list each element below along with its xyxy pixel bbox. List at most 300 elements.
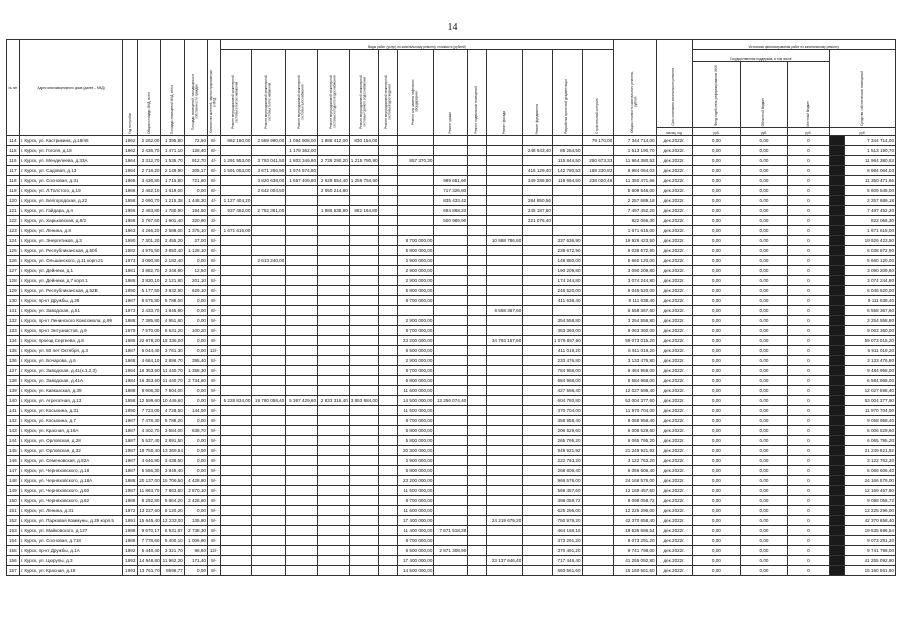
cell-year: 1972	[123, 506, 138, 516]
cell-f2: 0,00	[741, 426, 788, 436]
table-row	[7, 326, 896, 336]
cell-fnd	[523, 376, 553, 386]
cell-fac	[487, 386, 523, 396]
cell-ctl	[582, 226, 614, 236]
cell-hvs: 2 050 214,80	[318, 186, 350, 196]
cell-date: дек.2022г.	[656, 446, 692, 456]
cell-a1: 2 436,70	[138, 146, 161, 156]
cell-tot: 41 255 092,80	[614, 556, 656, 566]
cell-fac	[487, 506, 523, 516]
cell-des: 174 244,80	[552, 276, 582, 286]
cell-year: 1973	[123, 256, 138, 266]
cell-f4: 6 065 795,20	[844, 436, 895, 446]
cell-fac	[487, 166, 523, 176]
cell-gvs	[349, 546, 379, 556]
cell-roof: 7 671 518,38	[434, 526, 468, 536]
cell-separator	[830, 246, 845, 256]
cell-a2: 5 400,10	[161, 536, 184, 546]
cell-gas	[286, 536, 318, 546]
cell-sew	[379, 556, 398, 566]
cell-des: 206 529,60	[552, 426, 582, 436]
cell-ee: 1 127 404,20	[220, 196, 252, 206]
cell-fac: 6 558 367,60	[487, 306, 523, 316]
cell-des: 265 795,20	[552, 436, 582, 446]
cell-sew	[379, 396, 398, 406]
cell-date: дек.2022г.	[656, 506, 692, 516]
cell-f2: 0,00	[741, 336, 788, 346]
cell-f4: 15 160 561,60	[844, 566, 895, 576]
cell-gvs	[349, 556, 379, 566]
cell-heat	[252, 476, 286, 486]
cell-separator	[830, 486, 845, 496]
cell-a1: 8 908,30	[138, 386, 161, 396]
cell-a1: 2 767,60	[138, 216, 161, 226]
cell-roof	[434, 556, 468, 566]
cell-lift	[398, 206, 434, 216]
cell-ee	[220, 266, 252, 276]
cell-r: 8/-	[208, 136, 221, 146]
cell-a3: 2 738,30	[184, 526, 207, 536]
cell-sew	[379, 466, 398, 476]
cell-heat	[252, 406, 286, 416]
cell-fac	[487, 186, 523, 196]
cell-r: 12/-	[208, 346, 221, 356]
cell-f2: 0,00	[741, 266, 788, 276]
cell-n: 121	[7, 206, 20, 216]
cell-bas	[468, 506, 487, 516]
cell-f2: 0,00	[741, 286, 788, 296]
cell-gvs	[349, 316, 379, 326]
cell-roof	[434, 226, 468, 236]
cell-gvs	[349, 356, 379, 366]
cell-gas	[286, 516, 318, 526]
cell-n: 130	[7, 296, 20, 306]
cell-year: 1965	[123, 176, 138, 186]
cell-date: дек.2022г.	[656, 206, 692, 216]
cell-a2: 1 471,10	[161, 146, 184, 156]
cell-bas	[468, 546, 487, 556]
cell-f2: 0,00	[741, 296, 788, 306]
cell-ee	[220, 536, 252, 546]
cell-f3: 0	[787, 366, 829, 376]
cell-f1: 0,00	[692, 436, 741, 446]
cell-gvs	[349, 306, 379, 316]
cell-roof: 717 326,80	[434, 186, 468, 196]
cell-f3: 0	[787, 546, 829, 556]
capital-repair-table	[6, 39, 896, 576]
cell-a2: 5 631,20	[161, 326, 184, 336]
cell-heat	[252, 376, 286, 386]
cell-fnd	[523, 256, 553, 266]
cell-sew	[379, 386, 398, 396]
cell-year: 1958	[123, 396, 138, 406]
cell-year: 1987	[123, 426, 138, 436]
cell-tot: 9 484 958,00	[614, 366, 656, 376]
cell-des: 750 979,20	[552, 516, 582, 526]
cell-fac	[487, 546, 523, 556]
table-row	[7, 336, 896, 346]
cell-f4: 9 098 058,72	[844, 496, 895, 506]
cell-lift: 8 700 000,00	[398, 296, 434, 306]
cell-f3: 0	[787, 286, 829, 296]
cell-gas	[286, 446, 318, 456]
cell-gas	[286, 316, 318, 326]
cell-addr: г. Курск, ул. Республиканская, д.52В	[19, 286, 123, 296]
cell-hvs	[318, 486, 350, 496]
cell-f1: 0,00	[692, 466, 741, 476]
cell-fnd	[523, 556, 553, 566]
cell-date: дек.2022г.	[656, 286, 692, 296]
cell-gas	[286, 196, 318, 206]
cell-addr: г. Курск, ул. Харьковская, д.8/2	[19, 216, 123, 226]
cell-year: 1988	[123, 536, 138, 546]
cell-gvs	[349, 366, 379, 376]
cell-a3: 0,00	[184, 436, 207, 446]
cell-gas	[286, 336, 318, 346]
cell-sew	[379, 406, 398, 416]
cell-ee	[220, 366, 252, 376]
cell-addr: г. Курск, ул. Заводская, д.41А	[19, 376, 123, 386]
header-w-control: Строительный контроль	[582, 50, 614, 136]
cell-addr: г. Курск, ул. Гайдара, д.4	[19, 206, 123, 216]
cell-f2: 0,00	[741, 456, 788, 466]
cell-fnd	[523, 446, 553, 456]
cell-lift: 23 200 000,00	[398, 476, 434, 486]
cell-n: 115	[7, 146, 20, 156]
cell-heat	[252, 466, 286, 476]
cell-bas	[468, 146, 487, 156]
cell-gvs	[349, 486, 379, 496]
cell-separator	[830, 436, 845, 446]
cell-n: 149	[7, 486, 20, 496]
cell-ctl	[582, 356, 614, 366]
cell-f3: 0	[787, 166, 829, 176]
cell-fnd	[523, 526, 553, 536]
cell-tot: 6 558 367,60	[614, 306, 656, 316]
cell-fnd	[523, 536, 553, 546]
cell-roof	[434, 486, 468, 496]
cell-tot: 5 660 120,00	[614, 256, 656, 266]
cell-n: 116	[7, 156, 20, 166]
cell-r: 8/-	[208, 226, 221, 236]
cell-year: 1968	[123, 356, 138, 366]
cell-des: 268 606,40	[552, 466, 582, 476]
cell-a2: 11 962,20	[161, 556, 184, 566]
cell-hvs	[318, 456, 350, 466]
cell-lift: 20 300 000,00	[398, 446, 434, 456]
cell-bas	[468, 476, 487, 486]
table-row	[7, 556, 896, 566]
cell-ee	[220, 186, 252, 196]
cell-date: дек.2022г.	[656, 546, 692, 556]
cell-year: 1988	[123, 386, 138, 396]
cell-f3: 0	[787, 276, 829, 286]
cell-a1: 11 863,70	[138, 486, 161, 496]
cell-lift: 8 700 000,00	[398, 536, 434, 546]
cell-date: дек.2022г.	[656, 386, 692, 396]
cell-des: 190 209,80	[552, 266, 582, 276]
cell-addr: г. Курск, ул. Красная, д.18	[19, 566, 123, 576]
cell-fnd	[523, 326, 553, 336]
cell-f4: 6 558 367,60	[844, 306, 895, 316]
cell-addr: г. Курск, ул. Бочарова, д.6	[19, 356, 123, 366]
cell-f3: 0	[787, 386, 829, 396]
cell-fac	[487, 196, 523, 206]
cell-fnd	[523, 416, 553, 426]
header-state-support: Государственная поддержка, в том числе	[692, 50, 830, 62]
cell-r: 9/-	[208, 436, 221, 446]
cell-f1: 0,00	[692, 546, 741, 556]
cell-tot: 24 166 576,00	[614, 476, 656, 486]
cell-bas	[468, 446, 487, 456]
cell-des: 337 636,90	[552, 236, 582, 246]
cell-date: дек.2022г.	[656, 326, 692, 336]
cell-ctl	[582, 536, 614, 546]
cell-a2: 5 788,20	[161, 416, 184, 426]
cell-hvs	[318, 256, 350, 266]
cell-lift: 2 900 000,00	[398, 266, 434, 276]
cell-lift: 14 500 000,00	[398, 566, 434, 576]
cell-ctl	[582, 416, 614, 426]
cell-gvs	[349, 346, 379, 356]
cell-year: 1964	[123, 366, 138, 376]
cell-fac	[487, 176, 523, 186]
cell-fnd: 416 129,40	[523, 166, 553, 176]
cell-sew	[379, 516, 398, 526]
cell-ee	[220, 376, 252, 386]
cell-des: 604 780,80	[552, 396, 582, 406]
cell-ee	[220, 486, 252, 496]
cell-date: дек.2022г.	[656, 146, 692, 156]
cell-roof	[434, 456, 468, 466]
cell-addr: г. Курск, ул. Майковского, д.127	[19, 526, 123, 536]
cell-addr: г. Курск, ул. Семеновская, д.82А	[19, 456, 123, 466]
cell-gas	[286, 566, 318, 576]
cell-r: 9/-	[208, 446, 221, 456]
cell-addr: г. Курск, ул. 50 лет Октября, д.3	[19, 346, 123, 356]
cell-fnd	[523, 436, 553, 446]
cell-date: дек.2022г.	[656, 346, 692, 356]
cell-separator	[830, 426, 845, 436]
cell-lift: 14 500 000,00	[398, 396, 434, 406]
cell-fac	[487, 476, 523, 486]
cell-bas	[468, 326, 487, 336]
cell-gas	[286, 556, 318, 566]
cell-fnd	[523, 316, 553, 326]
cell-gvs	[349, 256, 379, 266]
cell-ctl	[582, 566, 614, 576]
cell-f1: 0,00	[692, 186, 741, 196]
cell-addr: г. Курск, пр-кт Дружбы, д.1А	[19, 546, 123, 556]
cell-f1: 0,00	[692, 456, 741, 466]
cell-addr: г. Курск, ул. Гоголя, д.18	[19, 146, 123, 156]
cell-date: дек.2022г.	[656, 216, 692, 226]
cell-bas	[468, 246, 487, 256]
cell-roof	[434, 156, 468, 166]
cell-roof	[434, 516, 468, 526]
cell-ctl: 238 020,46	[582, 176, 614, 186]
cell-r: 8/-	[208, 256, 221, 266]
cell-addr: г. Курск, пр-кт Энтузиастов, д.9	[19, 326, 123, 336]
cell-a2: 3 832,90	[161, 286, 184, 296]
cell-separator	[830, 396, 845, 406]
cell-a1: 8 575,80	[138, 296, 161, 306]
cell-n: 137	[7, 366, 20, 376]
cell-n: 147	[7, 466, 20, 476]
cell-tot: 822 066,30	[614, 216, 656, 226]
cell-fnd	[523, 136, 553, 146]
cell-date: дек.2022г.	[656, 476, 692, 486]
cell-a3: 629,10	[184, 286, 207, 296]
cell-des: 625 296,00	[552, 506, 582, 516]
cell-a2: 5 788,00	[161, 296, 184, 306]
cell-addr: г. Курск, ул. Косыхина, д.31	[19, 406, 123, 416]
cell-f4: 6 911 019,20	[844, 346, 895, 356]
cell-a2: 11 440,70	[161, 376, 184, 386]
cell-f1: 0,00	[692, 536, 741, 546]
cell-f2: 0,00	[741, 526, 788, 536]
cell-fnd	[523, 386, 553, 396]
cell-des: 370 704,00	[552, 406, 582, 416]
cell-tot: 2 257 689,18	[614, 196, 656, 206]
cell-tot: 6 911 019,20	[614, 346, 656, 356]
cell-f4: 21 249 921,92	[844, 446, 895, 456]
cell-fac	[487, 346, 523, 356]
cell-f1: 0,00	[692, 266, 741, 276]
cell-heat	[252, 296, 286, 306]
cell-ee	[220, 516, 252, 526]
cell-addr: г. Курск, ул. Кавказская, д.39	[19, 386, 123, 396]
cell-roof	[434, 166, 468, 176]
cell-ee	[220, 526, 252, 536]
cell-a1: 5 448,40	[138, 546, 161, 556]
cell-n: 122	[7, 216, 20, 226]
cell-a1: 3 830,10	[138, 276, 161, 286]
cell-fnd	[523, 296, 553, 306]
cell-date: дек.2022г.	[656, 456, 692, 466]
cell-ee	[220, 286, 252, 296]
cell-ee	[220, 386, 252, 396]
cell-a2: 1 395,90	[161, 136, 184, 146]
cell-roof: 835 433,42	[434, 196, 468, 206]
cell-separator	[830, 256, 845, 266]
cell-separator	[830, 316, 845, 326]
cell-a3: 4 428,80	[184, 476, 207, 486]
cell-fac	[487, 276, 523, 286]
cell-des: 222 763,20	[552, 456, 582, 466]
table-row	[7, 216, 896, 226]
cell-f2: 0,00	[741, 466, 788, 476]
cell-tot: 6 046 520,00	[614, 286, 656, 296]
header-num: № п/п	[7, 40, 20, 136]
cell-hvs	[318, 546, 350, 556]
cell-roof	[434, 566, 468, 576]
cell-ee	[220, 236, 252, 246]
cell-ee	[220, 256, 252, 266]
cell-ctl	[582, 476, 614, 486]
cell-gvs	[349, 526, 379, 536]
cell-a3: 0,00	[184, 346, 207, 356]
cell-des	[552, 306, 582, 316]
cell-hvs	[318, 476, 350, 486]
cell-a2: 3 850,40	[161, 246, 184, 256]
cell-a1: 2 262,00	[138, 136, 161, 146]
cell-roof	[434, 306, 468, 316]
table-row	[7, 276, 896, 286]
cell-a2: 8 120,20	[161, 506, 184, 516]
cell-separator	[830, 286, 845, 296]
cell-date: дек.2022г.	[656, 566, 692, 576]
cell-a1: 3 312,70	[138, 156, 161, 166]
cell-f4: 2 257 689,18	[844, 196, 895, 206]
cell-roof	[434, 286, 468, 296]
table-row	[7, 196, 896, 206]
cell-des: 142 780,53	[552, 166, 582, 176]
cell-n: 138	[7, 376, 20, 386]
cell-ee	[220, 556, 252, 566]
cell-bas	[468, 176, 487, 186]
cell-year: 1988	[123, 316, 138, 326]
cell-ctl	[582, 326, 614, 336]
cell-gas	[286, 356, 318, 366]
cell-ctl	[582, 246, 614, 256]
table-row	[7, 236, 896, 246]
cell-a2: 1 845,90	[161, 306, 184, 316]
cell-n: 156	[7, 556, 20, 566]
cell-f3: 0	[787, 456, 829, 466]
cell-fac	[487, 416, 523, 426]
cell-f4: 6 066 606,40	[844, 466, 895, 476]
cell-date: дек.2022г.	[656, 276, 692, 286]
cell-heat	[252, 356, 286, 366]
cell-lift: 2 900 000,00	[398, 256, 434, 266]
cell-year: 1990	[123, 406, 138, 416]
cell-date: дек.2022г.	[656, 196, 692, 206]
cell-sew	[379, 256, 398, 266]
cell-separator	[830, 496, 845, 506]
cell-f4: 1 513 190,70	[844, 146, 895, 156]
cell-r: 8/-	[208, 356, 221, 366]
cell-n: 142	[7, 416, 20, 426]
cell-gas	[286, 306, 318, 316]
cell-fac	[487, 466, 523, 476]
cell-a1: 7 723,00	[138, 406, 161, 416]
cell-f4: 5 660 120,00	[844, 256, 895, 266]
cell-n: 133	[7, 326, 20, 336]
cell-date: дек.2022г.	[656, 156, 692, 166]
cell-fac	[487, 496, 523, 506]
cell-ee	[220, 306, 252, 316]
cell-gvs	[349, 166, 379, 176]
table-row	[7, 286, 896, 296]
cell-gvs	[349, 276, 379, 286]
cell-hvs	[318, 516, 350, 526]
cell-hvs	[318, 216, 350, 226]
cell-ee: 1 591 053,00	[220, 166, 252, 176]
cell-lift: 2 900 000,00	[398, 456, 434, 466]
cell-f1: 0,00	[692, 196, 741, 206]
cell-r: 8/-	[208, 236, 221, 246]
header-address: Адрес многоквартирного дома (далее – МКД)	[19, 40, 123, 136]
cell-sew	[379, 186, 398, 196]
cell-ctl	[582, 266, 614, 276]
cell-a1: 13 237,60	[138, 506, 161, 516]
cell-bas	[468, 406, 487, 416]
cell-a2: 1 535,70	[161, 156, 184, 166]
cell-tot: 8 984 064,03	[614, 166, 656, 176]
cell-heat	[252, 566, 286, 576]
cell-lift: 23 200 000,00	[398, 336, 434, 346]
